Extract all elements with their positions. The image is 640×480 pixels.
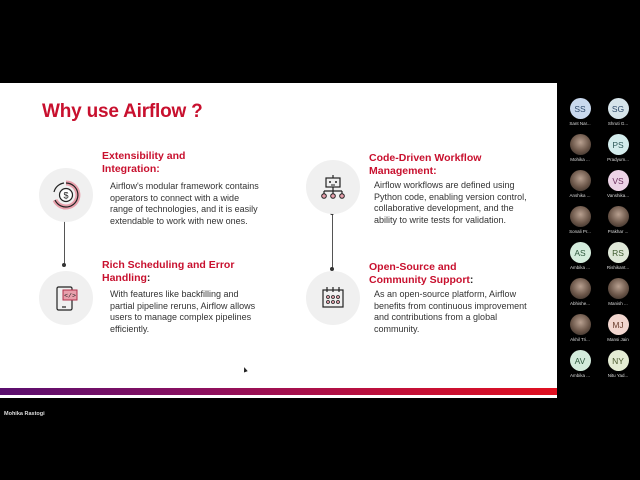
avatar [570, 278, 591, 299]
participant-tile[interactable] [562, 278, 598, 306]
svg-text:$: $ [63, 190, 69, 201]
avatar: AS [570, 242, 591, 263]
feature-body-scheduling: With features like backfilling and partial pipeline reruns, Airflow allows users to manage complex pipelines efficiently. [110, 289, 256, 334]
avatar: RS [608, 242, 629, 263]
feature-icon-code-driven [306, 160, 360, 214]
participant-name: Mohika ... [570, 157, 590, 162]
participant-tile[interactable] [600, 314, 636, 342]
avatar [608, 278, 629, 299]
participant-tile[interactable] [600, 170, 636, 198]
code-device-icon [51, 283, 81, 313]
participant-tile[interactable] [562, 314, 598, 342]
avatar: VS [608, 170, 629, 191]
participant-tile[interactable] [600, 98, 636, 126]
feature-body-extensibility: Airflow's modular framework contains operators to connect with a wide range of technologies, and it is easily extendable to work with new ones. [110, 181, 259, 226]
avatar: SG [608, 98, 629, 119]
participant-tile[interactable] [600, 206, 636, 234]
avatar: AV [570, 350, 591, 371]
participant-name: Rishikant... [606, 265, 630, 270]
avatar [570, 170, 591, 191]
participant-tile[interactable] [600, 134, 636, 162]
dollar-cycle-icon [51, 180, 81, 210]
slide-footer-bar [0, 388, 557, 395]
calendar-icon [318, 283, 348, 313]
avatar: SS [570, 98, 591, 119]
participant-tile[interactable] [562, 170, 598, 198]
participant-tile[interactable] [562, 134, 598, 162]
participant-name: Sonali Pr... [569, 229, 591, 234]
avatar [570, 314, 591, 335]
feature-icon-open-source [306, 271, 360, 325]
participant-name: Ambika ... [569, 265, 590, 270]
participant-name: Vanshika... [607, 193, 629, 198]
avatar: PS [608, 134, 629, 155]
avatar [608, 206, 629, 227]
feature-heading-code-driven: Code-Driven Workflow Management: [369, 152, 482, 177]
participant-tile[interactable] [600, 278, 636, 306]
participant-name: Prakhar ... [607, 229, 629, 234]
participant-tile[interactable] [562, 350, 598, 378]
presenter-name: Mohika Rastogi [4, 411, 45, 417]
mouse-cursor [242, 366, 247, 372]
feature-body-code-driven: Airflow workflows are defined using Python code, enabling version control, collaborative development, and the ability to write tests for validation. [374, 180, 527, 225]
participant-name: Abhishe... [569, 301, 590, 306]
participant-tile[interactable] [562, 206, 598, 234]
participant-name: Akhil Tri... [570, 337, 590, 342]
participant-tile[interactable] [562, 242, 598, 270]
avatar [570, 134, 591, 155]
participant-name: Ambika ... [569, 373, 590, 378]
participant-name: Pradyum... [607, 157, 629, 162]
feature-icon-extensibility [39, 168, 93, 222]
participant-name: Anshika ... [569, 193, 591, 198]
avatar: MJ [608, 314, 629, 335]
feature-icon-scheduling [39, 271, 93, 325]
avatar [570, 206, 591, 227]
participant-name: Nitu Yad... [607, 373, 629, 378]
participant-tile[interactable] [600, 350, 636, 378]
svg-text:</>: </> [64, 292, 76, 300]
timeline-dot [62, 263, 66, 267]
participant-name: Manish ... [608, 301, 628, 306]
participant-tile[interactable] [600, 242, 636, 270]
participant-name: Mansi Jain [607, 337, 629, 342]
presentation-slide [0, 83, 557, 398]
slide-title: Why use Airflow ? [42, 101, 203, 122]
participant-tile[interactable] [562, 98, 598, 126]
robot-workflow-icon [318, 172, 348, 202]
timeline-connector-left [64, 215, 65, 265]
feature-heading-open-source: Open-Source and Community Support: [369, 261, 474, 286]
feature-heading-scheduling: Rich Scheduling and Error Handling: [102, 259, 235, 284]
participant-name: Sant Nar... [569, 121, 591, 126]
avatar: NY [608, 350, 629, 371]
feature-heading-extensibility: Extensibility and Integration: [102, 150, 186, 175]
feature-body-open-source: As an open-source platform, Airflow benefits from continuous improvement and contributions from a global community. [374, 289, 527, 334]
timeline-connector-right [332, 213, 333, 269]
participant-name: Shruti G... [607, 121, 629, 126]
